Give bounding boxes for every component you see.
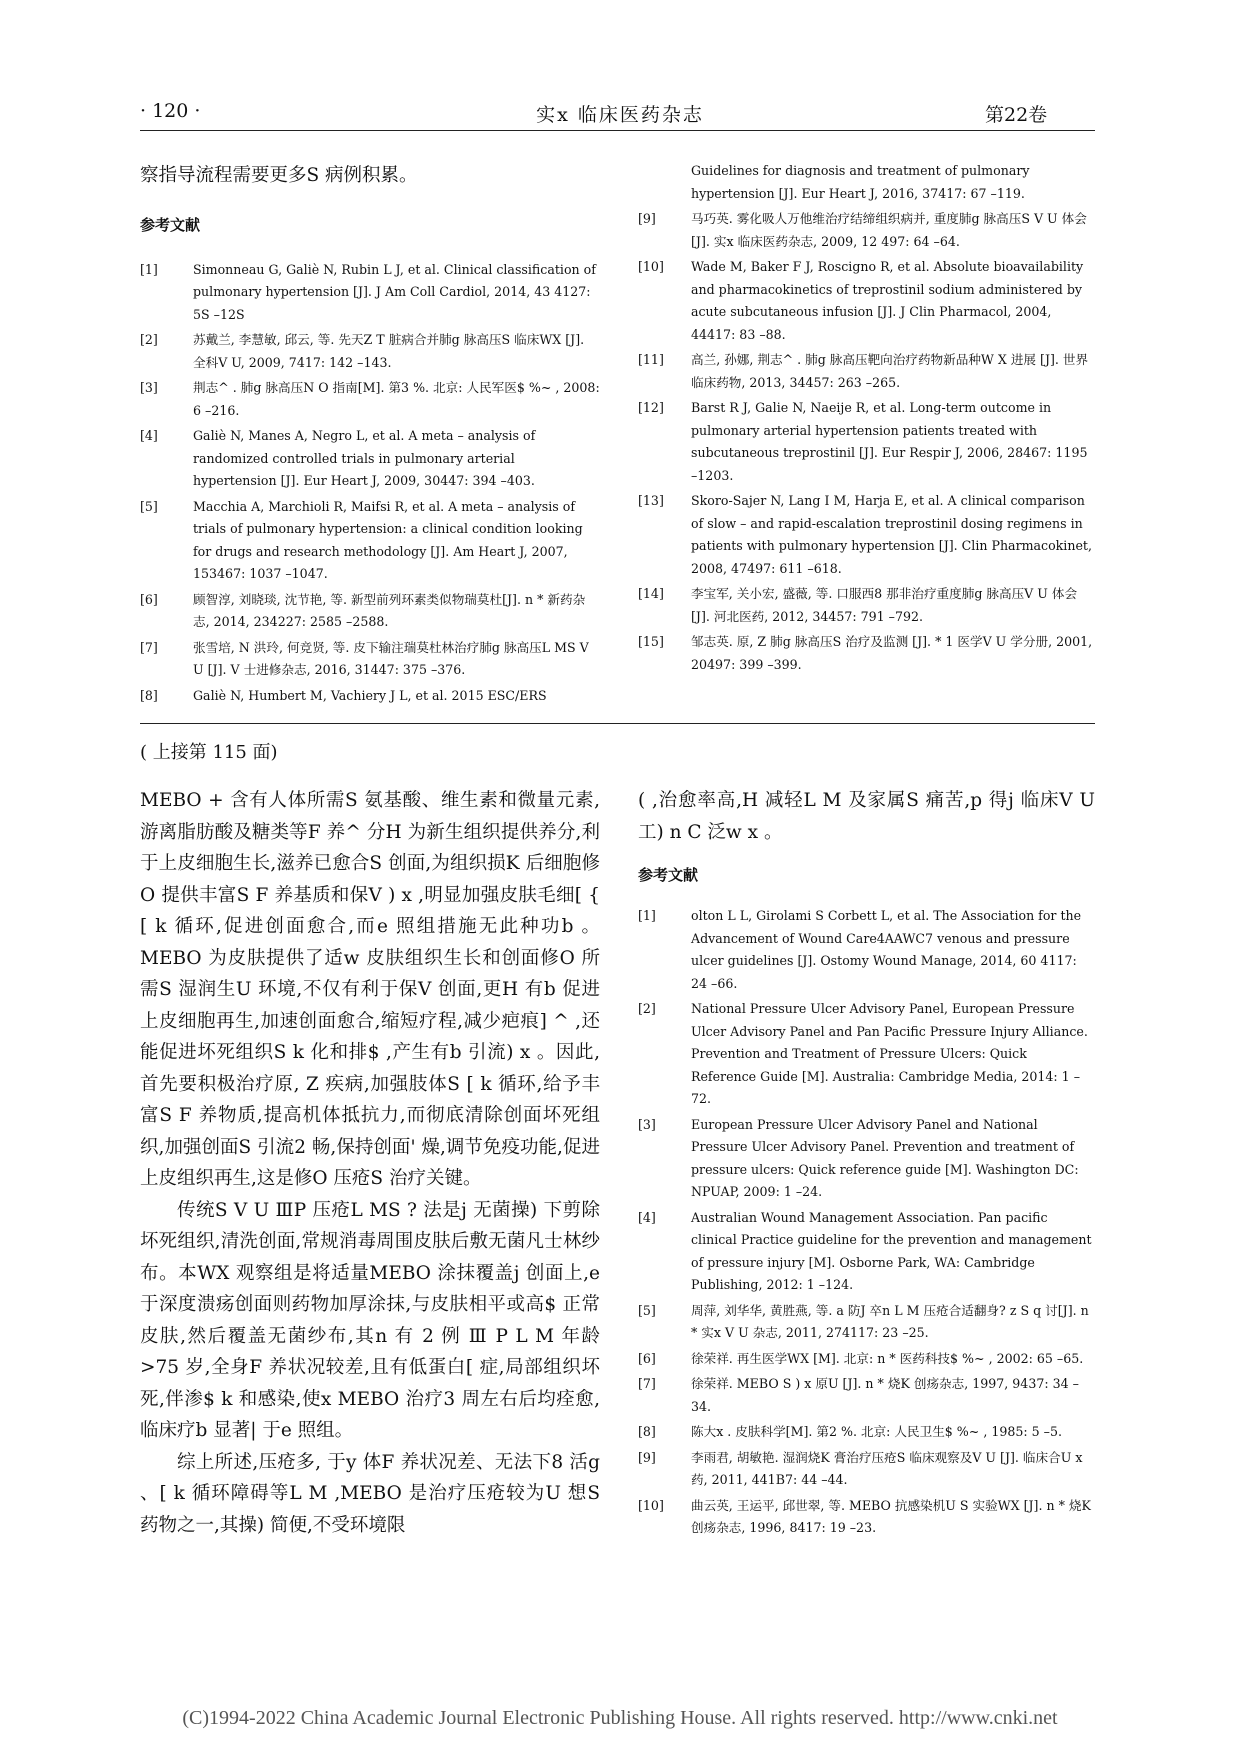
volume-label: 第22卷	[985, 104, 1048, 126]
reference-item: [4] Australian Wound Management Association. Pan pacific clinical Practice guideline for the prevention and management of pressure injury [M]. Osborne Park, WA: Cambridge Publishing, 2012: 1 –124.	[638, 1209, 1092, 1292]
reference-item: [14] 李宝军, 关小宏, 盛薇, 等. 口服西8 那非治疗重度肺g 脉高压V U 体会 [J]. 河北医药, 2012, 34457: 791 –792.	[638, 586, 1078, 624]
reference-item: [5] Macchia A, Marchioli R, Maifsi R, et al. A meta – analysis of trials of pulmonary hypertension: a clinical condition looking for drugs and research methodology [J]. Am Heart J, 2007, 153467: 1037 –1047.	[140, 498, 583, 581]
body-paragraph: MEBO + 含有人体所需S 氨基酸、维生素和微量元素,游离脂肪酸及糖类等F 养^ 分H 为新生组织提供养分,利于上皮细胞生长,滋养已愈合S 创面,为组织损K 后细胞修O 提供丰富S F 养基质和保V ) x ,明显加强皮肤毛细[ { [ k 循环,促进创面愈合,而e 照组措施无此种功b 。MEBO 为皮肤提供了适w 皮肤组织生长和创面修O 所需S 湿润生U 环境,不仅有利于保V 创面,更H 有b 促进上皮细胞再生,加速创面愈合,缩短疗程,减少疤痕] ^ ,还能促进坏死组织S k 化和排$ ,产生有b 引流) x 。因此,首先要积极治疗原, Z 疾病,加强肢体S [ k 循环,给予丰富S F 养物质,提高机体抵抗力,而彻底清除创面坏死组织,加强创面S 引流2 畅,保持创面' 燥,调节免疫功能,促进上皮组织再生,这是修O 压疮S 治疗关键。	[140, 790, 600, 1189]
reference-item: [10] Wade M, Baker F J, Roscigno R, et al. Absolute bioavailability and pharmacokinetics of treprostinil sodium administered by acute subcutaneous infusion [J]. J Clin Pharmacol, 2004, 44417: 83 –88.	[638, 259, 1084, 342]
section-rule	[140, 723, 1095, 724]
bottom-right-column	[638, 785, 1095, 1543]
reference-item: [2] National Pressure Ulcer Advisory Panel, European Pressure Ulcer Advisory Panel and Pan Pacific Pressure Injury Alliance. Prevention and Treatment of Pressure Ulcers: Quick Reference Guide [M]. Australia: Cambridge Media, 2014: 1 –72.	[638, 1001, 1088, 1106]
body-paragraph: ( ,治愈率高,H 减轻L M 及家属S 痛苦,p 得j 临床V U 工) n C 泛w x 。	[638, 790, 1095, 843]
references-heading: 参考文献	[140, 215, 201, 234]
references-list-top-left	[140, 259, 600, 708]
reference-item: [9] 李雨君, 胡敏艳. 湿润烧K 膏治疗压疮S 临床观察及V U [J]. 临床合U x 药, 2011, 441B7: 44 –44.	[638, 1449, 1083, 1487]
reference-item: [10] 曲云英, 王运平, 邱世翠, 等. MEBO 抗感染机U S 实验WX [J]. n * 烧K 创疡杂志, 1996, 8417: 19 –23.	[638, 1497, 1091, 1535]
references-list-top-right	[638, 208, 1095, 676]
reference-item: [7] 张雪培, N 洪玲, 何竞贤, 等. 皮下输注瑞莫杜林治疗肺g 脉高压L MS V U [J]. V 士进修杂志, 2016, 31447: 375 –376.	[140, 639, 589, 677]
body-paragraph: 传统S V U ⅢP 压疮L MS ? 法是j 无菌操) 下剪除坏死组织,清洗创面,常规消毒周围皮肤后敷无菌凡士林纱布。本WX 观察组是将适量MEBO 涂抹覆盖j 创面上,e 于深度溃疡创面则药物加厚涂抹,与皮肤相平或高$ 正常皮肤,然后覆盖无菌纱布,其n 有 2 例 Ⅲ P L M 年龄 >75 岁,全身F 养状况较差,且有低蛋白[ 症,局部组织坏死,伴渗$ k 和感染,使x MEBO 治疗3 周左右后均痊愈,临床疗b 显著| 于e 照组。	[140, 1199, 600, 1441]
top-left-column	[140, 160, 600, 710]
reference-item: [7] 徐荣祥. MEBO S ) x 原U [J]. n * 烧K 创疡杂志, 1997, 9437: 34 –34.	[638, 1376, 1079, 1414]
reference-item: [3] European Pressure Ulcer Advisory Panel and National Pressure Ulcer Advisory Panel. Prevention and treatment of pressure ulcers: Quick reference guide [M]. Washington DC: NPUAP, 2009: 1 –24.	[638, 1116, 1079, 1199]
copyright-footer: (C)1994-2022 China Academic Journal Electronic Publishing House. All rights reserved. http://www.cnki.net	[182, 1707, 1058, 1729]
top-left-text: 察指导流程需要更多S 病例积累。	[140, 165, 418, 186]
reference-continuation: Guidelines for diagnosis and treatment of pulmonary hypertension [J]. Eur Heart J, 2016, 37417: 67 –119.	[691, 163, 1030, 201]
reference-item: [6] 徐荣祥. 再生医学WX [M]. 北京: n * 医药科技$ %~ , 2002: 65 –65.	[638, 1350, 1084, 1366]
reference-item: [13] Skoro-Sajer N, Lang I M, Harja E, et al. A clinical comparison of slow – and rapid-escalation treprostinil dosing regimens in patients with pulmonary hypertension [J]. Clin Pharmacokinet, 2008, 47497: 611 –618.	[638, 493, 1092, 576]
reference-item: [15] 邹志英. 原, Z 肺g 脉高压S 治疗及监测 [J]. * 1 医学V U 学分册, 2001, 20497: 399 –399.	[638, 634, 1093, 672]
top-right-column	[638, 160, 1095, 679]
header-rule	[140, 130, 1095, 131]
reference-item: [12] Barst R J, Galie N, Naeije R, et al. Long-term outcome in pulmonary arterial hypertension patients treated with subcutaneous treprostinil [J]. Eur Respir J, 2006, 28467: 1195 –1203.	[638, 400, 1088, 483]
references-list-bottom-right	[638, 905, 1095, 1540]
reference-item: [6] 顾智淳, 刘晓琰, 沈节艳, 等. 新型前列环素类似物瑞莫杜[J]. n * 新药杂志, 2014, 234227: 2585 –2588.	[140, 591, 586, 629]
reference-item: [8] 陈大x . 皮肤科学[M]. 第2 %. 北京: 人民卫生$ %~ , 1985: 5 –5.	[638, 1424, 1062, 1439]
reference-item: [3] 荆志^ . 肺g 脉高压N O 指南[M]. 第3 %. 北京: 人民军医$ %~ , 2008: 6 –216.	[140, 380, 600, 418]
journal-title: 实x 临床医药杂志	[536, 104, 704, 126]
reference-item: [8] Galiè N, Humbert M, Vachiery J L, et al. 2015 ESC/ERS	[140, 687, 547, 703]
page-number: · 120 ·	[140, 100, 201, 122]
reference-item: [1] Simonneau G, Galiè N, Rubin L J, et al. Clinical classification of pulmonary hypertension [J]. J Am Coll Cardiol, 2014, 43 4127: 5S –12S	[140, 261, 596, 322]
reference-item: [11] 高兰, 孙娜, 荆志^ . 肺g 脉高压靶向治疗药物新品种W X 进展 [J]. 世界临床药物, 2013, 34457: 263 –265.	[638, 352, 1089, 390]
bottom-left-column	[140, 785, 600, 1541]
continued-note: ( 上接第 115 面)	[140, 742, 278, 763]
references-heading: 参考文献	[638, 866, 699, 884]
reference-item: [4] Galiè N, Manes A, Negro L, et al. A meta – analysis of randomized controlled trials in pulmonary arterial hypertension [J]. Eur Heart J, 2009, 30447: 394 –403.	[140, 428, 536, 488]
reference-item: [1] olton L L, Girolami S Corbett L, et al. The Association for the Advancement of Wound Care4AAWC7 venous and pressure ulcer guidelines [J]. Ostomy Wound Manage, 2014, 60 4117: 24 –66.	[638, 908, 1082, 991]
reference-item: [2] 苏戴兰, 李慧敏, 邱云, 等. 先天Z T 脏病合并肺g 脉高压S 临床WX [J]. 全科V U, 2009, 7417: 142 –143.	[140, 332, 585, 370]
body-paragraph: 综上所述,压疮多, 于y 体F 养状况差、无法下8 活g 、[ k 循环障碍等L M ,MEBO 是治疗压疮较为U 想S 药物之一,其操) 简便,不受环境限	[140, 1451, 600, 1536]
reference-item: [9] 马巧英. 雾化吸人万他维治疗结缔组织病并, 重度肺g 脉高压S V U 体会 [J]. 实x 临床医药杂志, 2009, 12 497: 64 –64.	[638, 211, 1087, 249]
reference-item: [5] 周萍, 刘华华, 黄胜燕, 等. a 防J 卒n L M 压疮合适翻身? z S q 讨[J]. n * 实x V U 杂志, 2011, 274117: 23 –25.	[638, 1302, 1089, 1340]
